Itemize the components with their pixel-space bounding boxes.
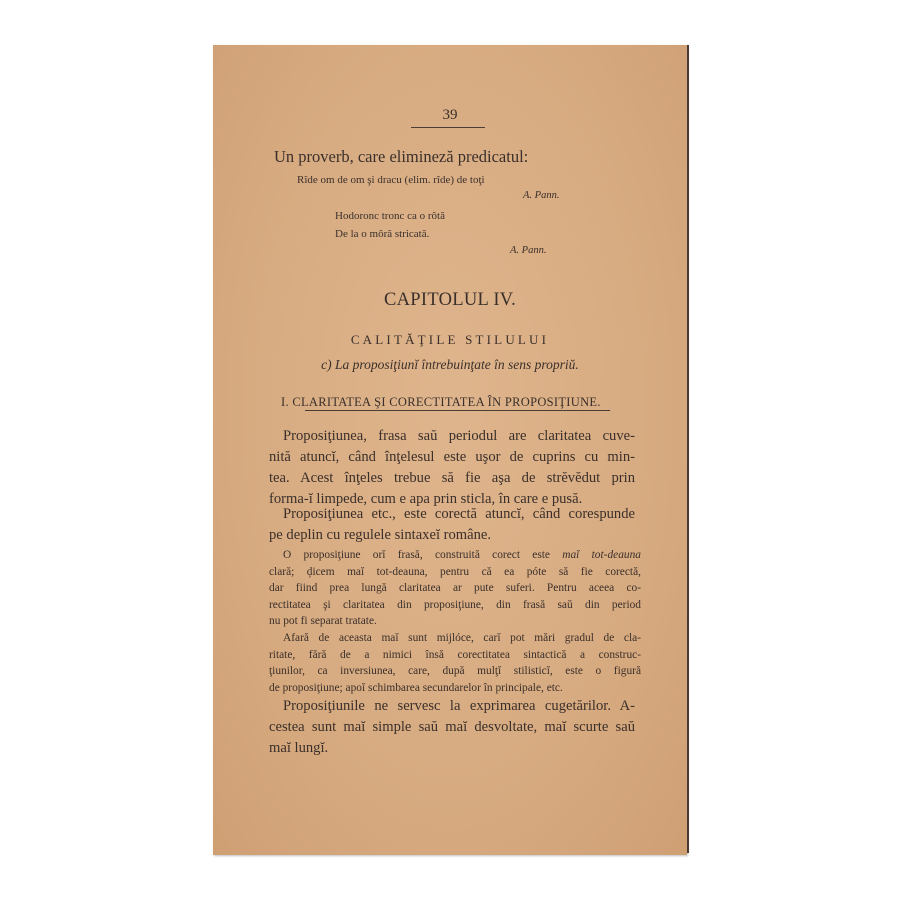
chapter-subtitle: CALITĂŢILE STILULUI xyxy=(350,332,550,347)
quote2-author: A. Pann. xyxy=(510,245,547,256)
paragraph-line: maĭ lungĭ. xyxy=(269,740,329,756)
paragraph-1 xyxy=(269,426,635,510)
note-line: clară; ḑicem maĭ tot-deauna, pentru că ea póte să fie corectă, xyxy=(269,565,641,578)
quote2-line2: De la o môră stricată. xyxy=(335,228,430,240)
paragraph-line: Proposiţiunea etc., este corectă atuncĭ, când corespunde xyxy=(283,506,635,522)
note-line-italic: maĭ tot-deauna xyxy=(562,549,641,561)
page-number: 39 xyxy=(442,107,458,123)
note-line: ţiunilor, ca inversiunea, care, după mulţĭ stilisticĭ, este o figură xyxy=(269,665,641,678)
note-line: dar fiind prea lungă claritatea ar pute suferi. Pentru aceea co- xyxy=(269,582,641,595)
chapter-subsubtitle: c) La proposiţiunĭ întrebuinţate în sens propriŭ. xyxy=(321,357,579,372)
section-heading-underline xyxy=(305,410,610,411)
book-page xyxy=(213,45,687,855)
paragraph-line: cestea sunt maĭ simple saŭ maĭ desvoltate, maĭ scurte saŭ xyxy=(269,719,635,735)
paragraph-line: Proposiţiunile ne servesc la exprimarea cugetărilor. A- xyxy=(283,698,635,714)
paragraph-3 xyxy=(269,696,635,759)
chapter-heading: CAPITOLUL IV. xyxy=(383,290,517,310)
paragraph-line: forma-ĭ limpede, cum e apa prin sticla, în care e pusă. xyxy=(269,491,583,507)
paragraph-line: Proposiţiunea, frasa saŭ periodul are claritatea cuve- xyxy=(283,428,635,444)
quote1-author: A. Pann. xyxy=(523,190,560,201)
section-heading: I. CLARITATEA ŞI CORECTITATEA ÎN PROPOSIŢIUNE. xyxy=(281,395,601,409)
quote1-text: Rîde om de om şi dracu (elim. rîde) de toţi xyxy=(297,174,485,186)
note-paragraph-1 xyxy=(269,547,641,630)
paragraph-2 xyxy=(269,504,635,546)
page-edge xyxy=(687,45,689,853)
note-line: ritate, fără de a nimici însă corectitatea sintactică a construc- xyxy=(269,648,641,661)
note-line: de proposiţiune; apoĭ schimbarea secundarelor în principale, etc. xyxy=(269,681,563,694)
intro-line: Un proverb, care elimineză predicatul: xyxy=(274,147,529,166)
note-paragraph-2 xyxy=(269,630,641,696)
note-line: Afară de aceasta maĭ sunt mijlóce, carĭ pot mări gradul de cla- xyxy=(283,632,641,644)
page-number-rule xyxy=(411,127,485,128)
note-line: nu pot fi separat tratate. xyxy=(269,615,377,628)
note-line xyxy=(269,547,641,564)
note-line-text: O proposiţiune orĭ frasă, construită corect este xyxy=(283,549,563,561)
paragraph-line: tea. Acest înţeles trebue să fie aşa de strĕvĕdut prin xyxy=(269,470,635,486)
paragraph-line: pe deplin cu regulele sintaxeĭ române. xyxy=(269,527,492,543)
note-line: rectitatea şi claritatea din proposiţiune, din frasă saŭ din period xyxy=(269,598,641,611)
quote2-line1: Hodoronc tronc ca o rôtă xyxy=(335,210,445,222)
paragraph-line: nită atuncĭ, când înţelesul este uşor de cuprins cu min- xyxy=(269,449,635,465)
